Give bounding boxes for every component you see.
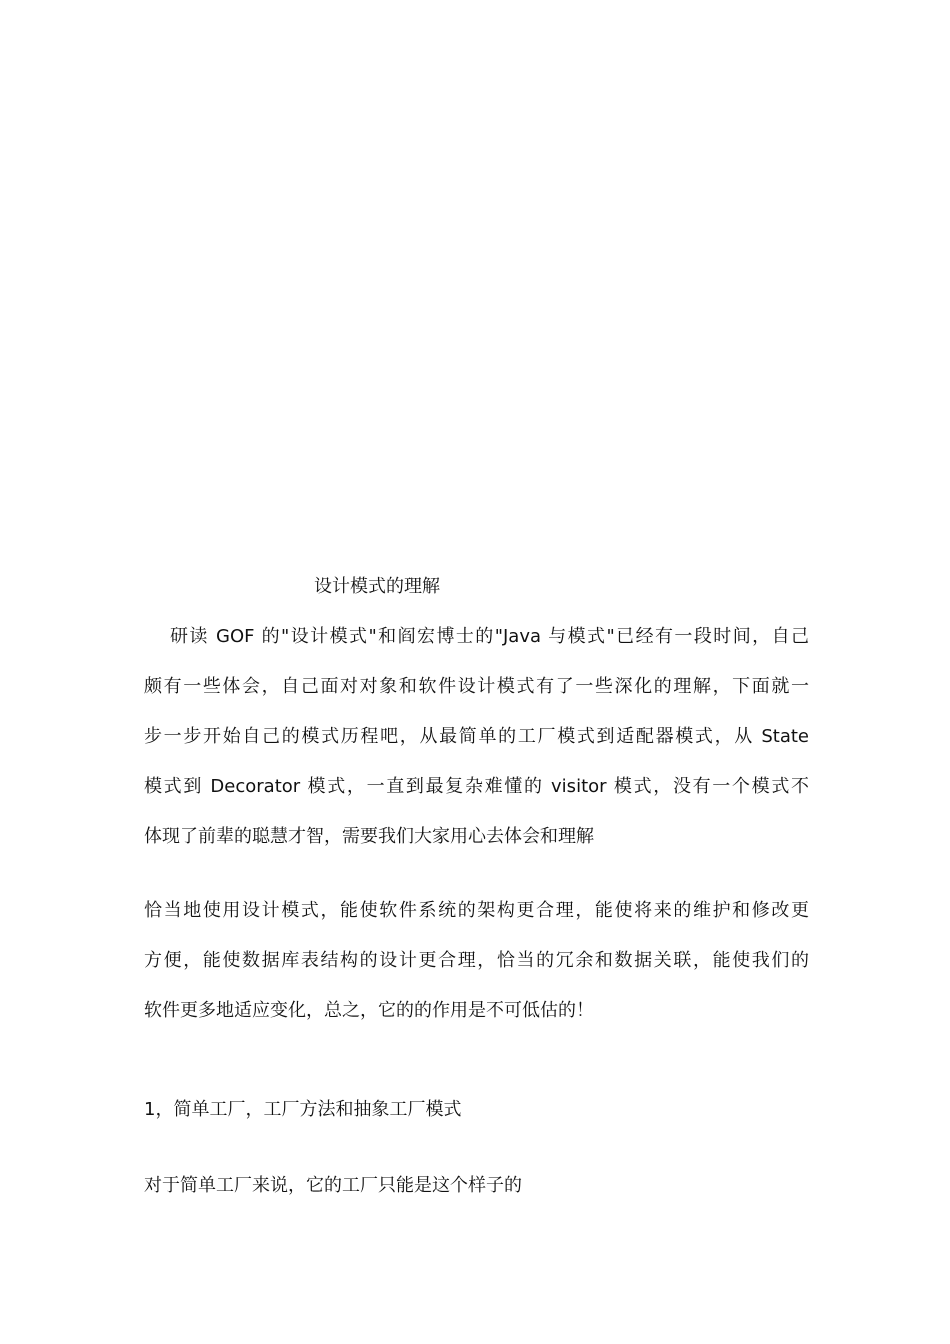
benefit-line-2: 方便，能使数据库表结构的设计更合理，恰当的冗余和数据关联，能使我们的 <box>144 950 809 971</box>
intro-line-2: 颇有一些体会，自己面对对象和软件设计模式有了一些深化的理解，下面就一 <box>144 676 809 697</box>
section-text: 对于简单工厂来说，它的工厂只能是这个样子的 <box>144 1175 522 1196</box>
document-title: 设计模式的理解 <box>314 576 440 597</box>
benefit-line-3: 软件更多地适应变化，总之，它的的作用是不可低估的！ <box>144 1000 594 1021</box>
intro-line-3: 步一步开始自己的模式历程吧，从最简单的工厂模式到适配器模式，从 State <box>144 726 809 747</box>
benefit-line-1: 恰当地使用设计模式，能使软件系统的架构更合理，能使将来的维护和修改更 <box>144 900 809 921</box>
intro-line-5: 体现了前辈的聪慧才智，需要我们大家用心去体会和理解 <box>144 826 594 847</box>
intro-paragraph <box>144 612 809 862</box>
benefit-paragraph <box>144 886 809 1036</box>
intro-line-4: 模式到 Decorator 模式，一直到最复杂难懂的 visitor 模式，没有一个模式不 <box>144 776 809 797</box>
section-heading: 1，简单工厂，工厂方法和抽象工厂模式 <box>144 1099 462 1120</box>
intro-line-1: 研读 GOF 的"设计模式"和阎宏博士的"Java 与模式"已经有一段时间，自己 <box>170 626 809 647</box>
